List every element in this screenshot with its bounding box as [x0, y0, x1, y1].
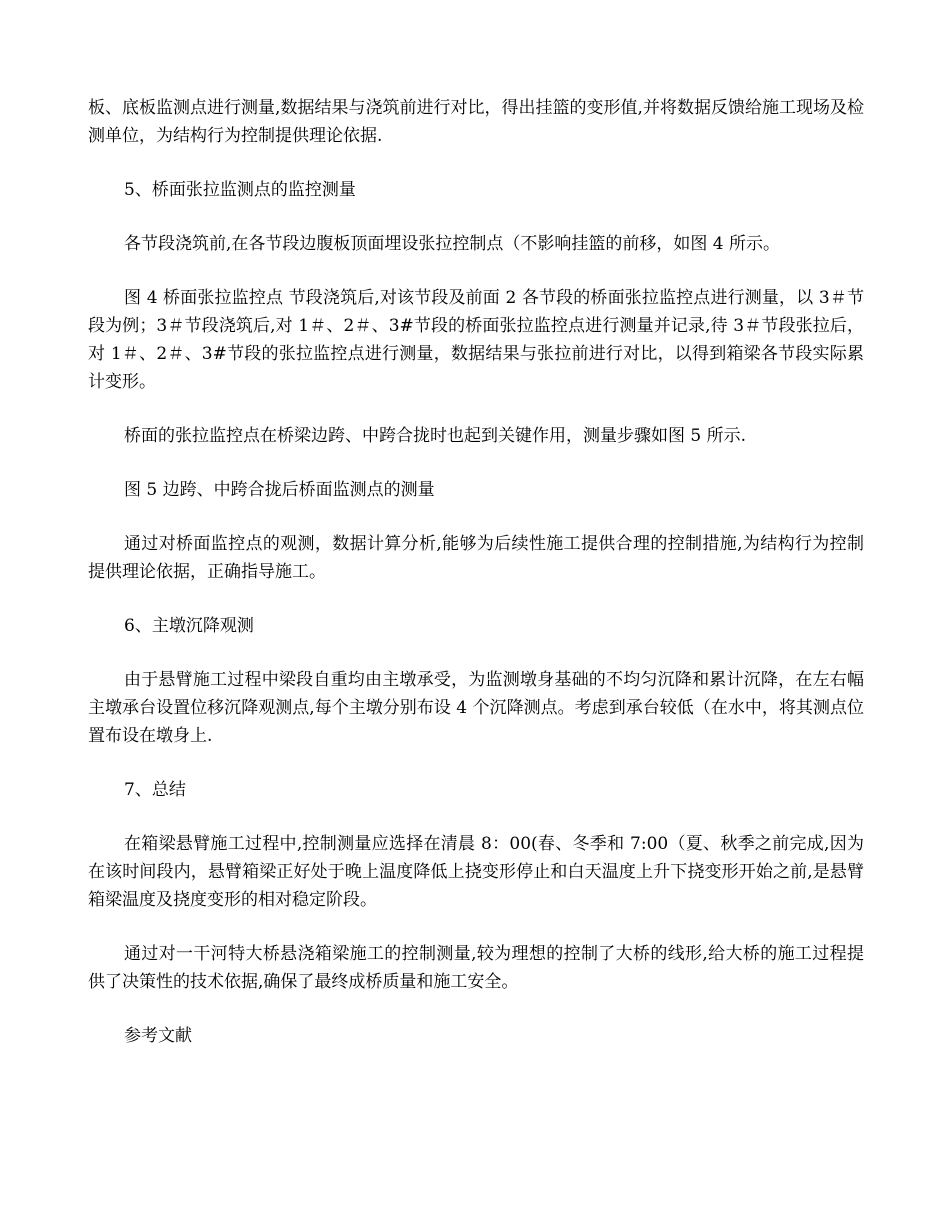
- section-heading-5: 5、桥面张拉监测点的监控测量: [124, 180, 356, 200]
- paragraph-conclusion: 通过对一干河特大桥悬浇箱梁施工的控制测量,较为理想的控制了大桥的线形,给大桥的施工过程提供了决策性的技术依据,确保了最终成桥质量和施工安全。: [88, 944, 864, 992]
- paragraph-analysis-benefit: 通过对桥面监控点的观测，数据计算分析,能够为后续性施工提供合理的控制措施,为结构行为控制提供理论依据，正确指导施工。: [88, 534, 864, 582]
- references-heading: 参考文献: [124, 1026, 192, 1046]
- paragraph-tension-points: 各节段浇筑前,在各节段边腹板顶面埋设张拉控制点（不影响挂篮的前移，如图 4 所示。: [124, 234, 781, 254]
- document-page: [88, 94, 864, 1076]
- paragraph-monitoring-result: 板、底板监测点进行测量,数据结果与浇筑前进行对比，得出挂篮的变形值,并将数据反馈给施工现场及检测单位，为结构行为控制提供理论依据.: [88, 98, 864, 146]
- section-heading-7: 7、总结: [124, 780, 186, 800]
- paragraph-settlement: 由于悬臂施工过程中梁段自重均由主墩承受，为监测墩身基础的不均匀沉降和累计沉降，在左右幅主墩承台设置位移沉降观测点,每个主墩分别布设 4 个沉降测点。考虑到承台较低（在水中，将其测点位置布设在墩身上.: [88, 670, 864, 746]
- figure-5-caption: 图 5 边跨、中跨合拢后桥面监测点的测量: [124, 480, 435, 500]
- paragraph-closure-role: 桥面的张拉监控点在桥梁边跨、中跨合拢时也起到关键作用，测量步骤如图 5 所示.: [124, 426, 747, 446]
- section-heading-6: 6、主墩沉降观测: [124, 616, 254, 636]
- paragraph-timing: 在箱梁悬臂施工过程中,控制测量应选择在清晨 8：00(春、冬季和 7:00（夏、秋季之前完成,因为在该时间段内，悬臂箱梁正好处于晚上温度降低上挠变形停止和白天温度上升下挠变形开始之前,是悬臂箱梁温度及挠度变形的相对稳定阶段。: [88, 834, 864, 910]
- paragraph-figure-4-procedure: 图 4 桥面张拉监控点 节段浇筑后,对该节段及前面 2 各节段的桥面张拉监控点进行测量，以 3＃节段为例；3＃节段浇筑后,对 1＃、2＃、3#节段的桥面张拉监控点进行测量并记录,待 3＃节段张拉后，对 1＃、2＃、3#节段的张拉监控点进行测量，数据结果与张拉前进行对比，以得到箱梁各节段实际累计变形。: [88, 288, 864, 392]
